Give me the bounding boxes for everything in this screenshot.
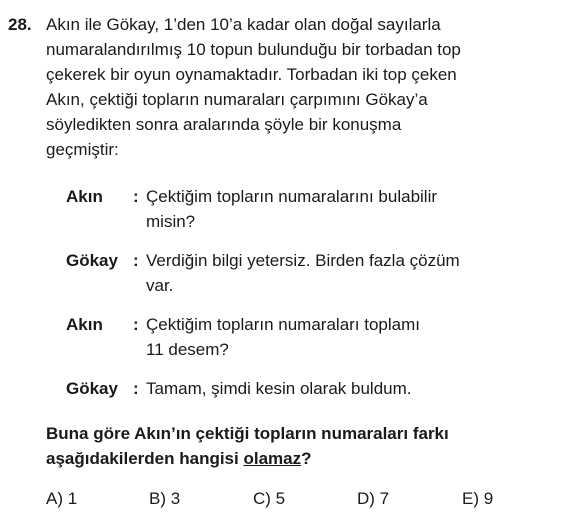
speaker-name: Gökay bbox=[66, 251, 118, 270]
speaker-name: Akın bbox=[66, 315, 103, 334]
speaker-name: Akın bbox=[66, 187, 103, 206]
dialogue-line: misin? bbox=[146, 212, 196, 231]
prompt-line: Buna göre Akın’ın çektiği topların numaraları farkı bbox=[46, 424, 449, 443]
speaker-colon: : bbox=[133, 379, 139, 398]
option-d[interactable]: D) 7 bbox=[357, 489, 390, 508]
option-e[interactable]: E) 9 bbox=[462, 489, 494, 508]
dialogue-text bbox=[146, 312, 420, 362]
question-number: 28. bbox=[8, 15, 32, 34]
prompt-line bbox=[46, 446, 556, 471]
prompt-text: aşağıdakilerden hangisi bbox=[46, 449, 244, 468]
stem-line: geçmiştir: bbox=[46, 140, 119, 159]
dialogue-line: Çektiğim topların numaraları toplamı bbox=[146, 315, 421, 334]
speaker-colon: : bbox=[133, 187, 139, 206]
stem-line: Akın, çektiği topların numaraları çarpımını Gökay’a bbox=[46, 90, 428, 109]
stem-line: çekerek bir oyun oynamaktadır. Torbadan iki top çeken bbox=[46, 65, 457, 84]
stem-line: numaralandırılmış 10 topun bulunduğu bir torbadan top bbox=[46, 40, 461, 59]
option-c[interactable]: C) 5 bbox=[253, 489, 286, 508]
stem-line: söyledikten sonra aralarında şöyle bir konuşma bbox=[46, 115, 402, 134]
stem-line: Akın ile Gökay, 1’den 10’a kadar olan doğal sayılarla bbox=[46, 15, 441, 34]
dialogue-text bbox=[146, 184, 437, 234]
speaker-name: Gökay bbox=[66, 379, 118, 398]
option-a[interactable]: A) 1 bbox=[46, 489, 78, 508]
dialogue-line: 11 desem? bbox=[146, 340, 229, 359]
speaker-colon: : bbox=[133, 315, 139, 334]
speaker-colon: : bbox=[133, 251, 139, 270]
dialogue-text bbox=[146, 376, 411, 401]
dialogue-text bbox=[146, 248, 460, 298]
option-b[interactable]: B) 3 bbox=[149, 489, 181, 508]
underlined-keyword: olamaz bbox=[243, 449, 302, 468]
prompt-end: ? bbox=[301, 449, 312, 468]
question-stem bbox=[46, 12, 556, 162]
question-prompt bbox=[46, 421, 556, 471]
dialogue-line: Tamam, şimdi kesin olarak buldum. bbox=[146, 379, 412, 398]
dialogue-line: Verdiğin bilgi yetersiz. Birden fazla çözüm bbox=[146, 251, 460, 270]
dialogue-line: var. bbox=[146, 276, 174, 295]
dialogue-line: Çektiğim topların numaralarını bulabilir bbox=[146, 187, 438, 206]
